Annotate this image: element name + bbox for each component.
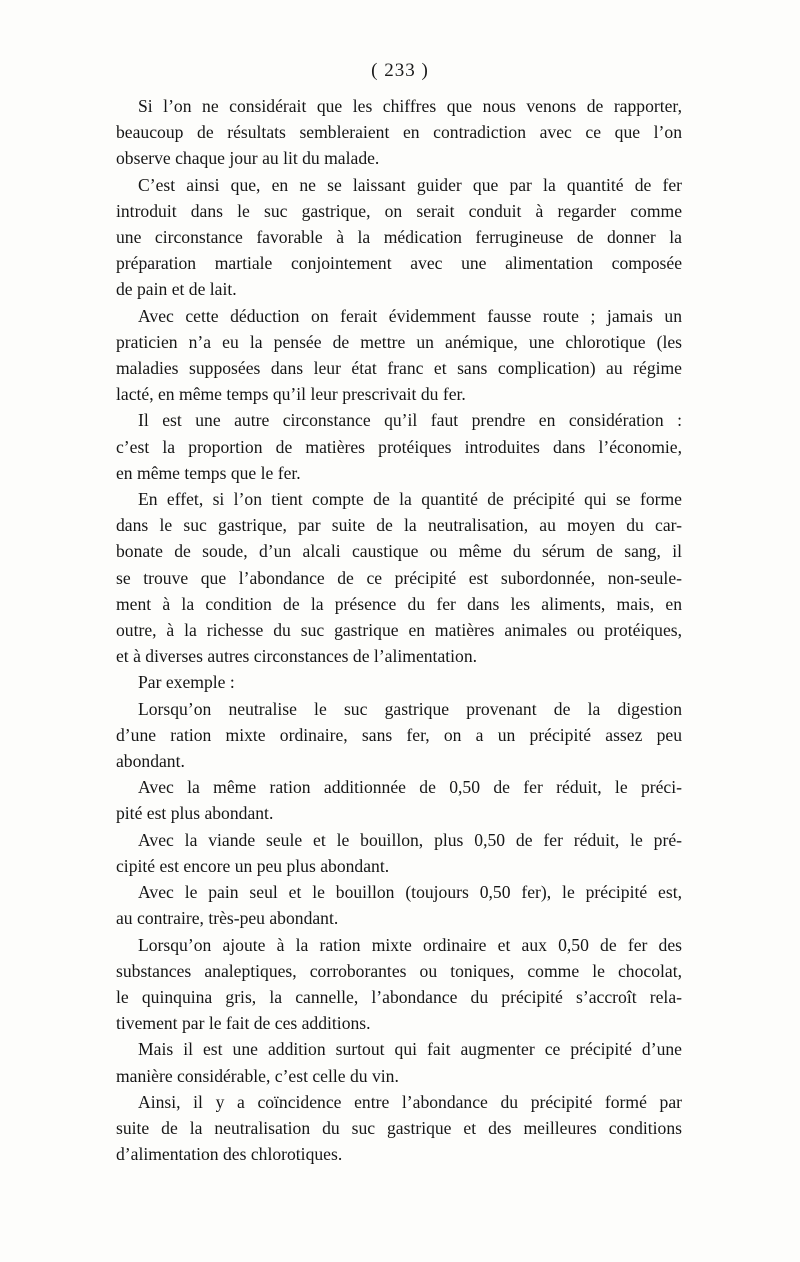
text-line: cipité est encore un peu plus abondant. bbox=[116, 855, 390, 876]
text-line: Par exemple : bbox=[138, 672, 235, 693]
paragraph bbox=[116, 696, 682, 775]
text-line: Avec la même ration additionnée de 0,50 de fer réduit, le préci- bbox=[138, 777, 682, 798]
text-line: maladies supposées dans leur état franc et sans complication) au régime bbox=[116, 358, 682, 379]
text-line: Ainsi, il y a coïncidence entre l’abondance du précipité formé par bbox=[138, 1091, 682, 1112]
text-line: dans le suc gastrique, par suite de la neutralisation, au moyen du car- bbox=[116, 515, 682, 536]
text-line: praticien n’a eu la pensée de mettre un anémique, une chlorotique (les bbox=[116, 331, 682, 352]
text-line: ment à la condition de la présence du fer dans les aliments, mais, en bbox=[116, 593, 682, 614]
text-line: En effet, si l’on tient compte de la quantité de précipité qui se forme bbox=[138, 489, 682, 510]
paragraph bbox=[116, 407, 682, 486]
text-line: abondant. bbox=[116, 751, 185, 772]
text-line: d’une ration mixte ordinaire, sans fer, on a un précipité assez peu bbox=[116, 724, 682, 745]
text-line: Avec cette déduction on ferait évidemment fausse route ; jamais un bbox=[138, 305, 682, 326]
text-line: une circonstance favorable à la médication ferrugineuse de donner la bbox=[116, 227, 682, 248]
text-line: Avec la viande seule et le bouillon, plus 0,50 de fer réduit, le pré- bbox=[138, 829, 682, 850]
text-line: et à diverses autres circonstances de l’alimentation. bbox=[116, 646, 478, 667]
text-line: en même temps que le fer. bbox=[116, 462, 301, 483]
text-line: substances analeptiques, corroborantes ou toniques, comme le chocolat, bbox=[116, 960, 682, 981]
text-line: le quinquina gris, la cannelle, l’abondance du précipité s’accroît rela- bbox=[116, 986, 682, 1007]
text-line: manière considérable, c’est celle du vin. bbox=[116, 1065, 399, 1086]
text-line: outre, à la richesse du suc gastrique en matières animales ou protéiques, bbox=[116, 620, 682, 641]
text-line: C’est ainsi que, en ne se laissant guider que par la quantité de fer bbox=[138, 174, 682, 195]
text-line: Lorsqu’on neutralise le suc gastrique provenant de la digestion bbox=[138, 698, 682, 719]
paragraph bbox=[116, 669, 682, 695]
paragraph bbox=[116, 879, 682, 931]
text-line: Avec le pain seul et le bouillon (toujours 0,50 fer), le précipité est, bbox=[138, 882, 682, 903]
text-line: introduit dans le suc gastrique, on serait conduit à regarder comme bbox=[116, 200, 682, 221]
page-number: ( 233 ) bbox=[371, 60, 429, 81]
paragraph bbox=[116, 486, 682, 669]
text-line: Il est une autre circonstance qu’il faut prendre en considération : bbox=[138, 410, 682, 431]
text-line: se trouve que l’abondance de ce précipité est subordonnée, non-seule- bbox=[116, 567, 682, 588]
text-line: d’alimentation des chlorotiques. bbox=[116, 1144, 343, 1165]
text-line: Mais il est une addition surtout qui fait augmenter ce précipité d’une bbox=[138, 1039, 682, 1060]
text-line: Si l’on ne considérait que les chiffres que nous venons de rapporter, bbox=[138, 96, 682, 116]
text-line: suite de la neutralisation du suc gastrique et des meilleures conditions bbox=[116, 1117, 682, 1138]
text-line: observe chaque jour au lit du malade. bbox=[116, 148, 380, 169]
paragraph bbox=[116, 172, 682, 303]
body-text bbox=[116, 93, 682, 1167]
text-line: c’est la proportion de matières protéiques introduites dans l’économie, bbox=[116, 436, 682, 457]
paragraph bbox=[116, 1089, 682, 1168]
text-line: bonate de soude, d’un alcali caustique ou même du sérum de sang, il bbox=[116, 541, 682, 562]
text-line: Lorsqu’on ajoute à la ration mixte ordinaire et aux 0,50 de fer des bbox=[138, 934, 682, 955]
paragraph bbox=[116, 303, 682, 408]
text-line: lacté, en même temps qu’il leur prescrivait du fer. bbox=[116, 384, 466, 405]
text-line: de pain et de lait. bbox=[116, 279, 237, 300]
paragraph bbox=[116, 93, 682, 172]
paragraph bbox=[116, 1036, 682, 1088]
text-line: au contraire, très-peu abondant. bbox=[116, 908, 339, 929]
text-line: pité est plus abondant. bbox=[116, 803, 274, 824]
paragraph bbox=[116, 827, 682, 879]
text-line: préparation martiale conjointement avec une alimentation composée bbox=[116, 253, 682, 274]
paragraph bbox=[116, 932, 682, 1037]
text-line: tivement par le fait de ces additions. bbox=[116, 1013, 371, 1034]
text-line: beaucoup de résultats sembleraient en contradiction avec ce que l’on bbox=[116, 122, 682, 143]
paragraph bbox=[116, 774, 682, 826]
